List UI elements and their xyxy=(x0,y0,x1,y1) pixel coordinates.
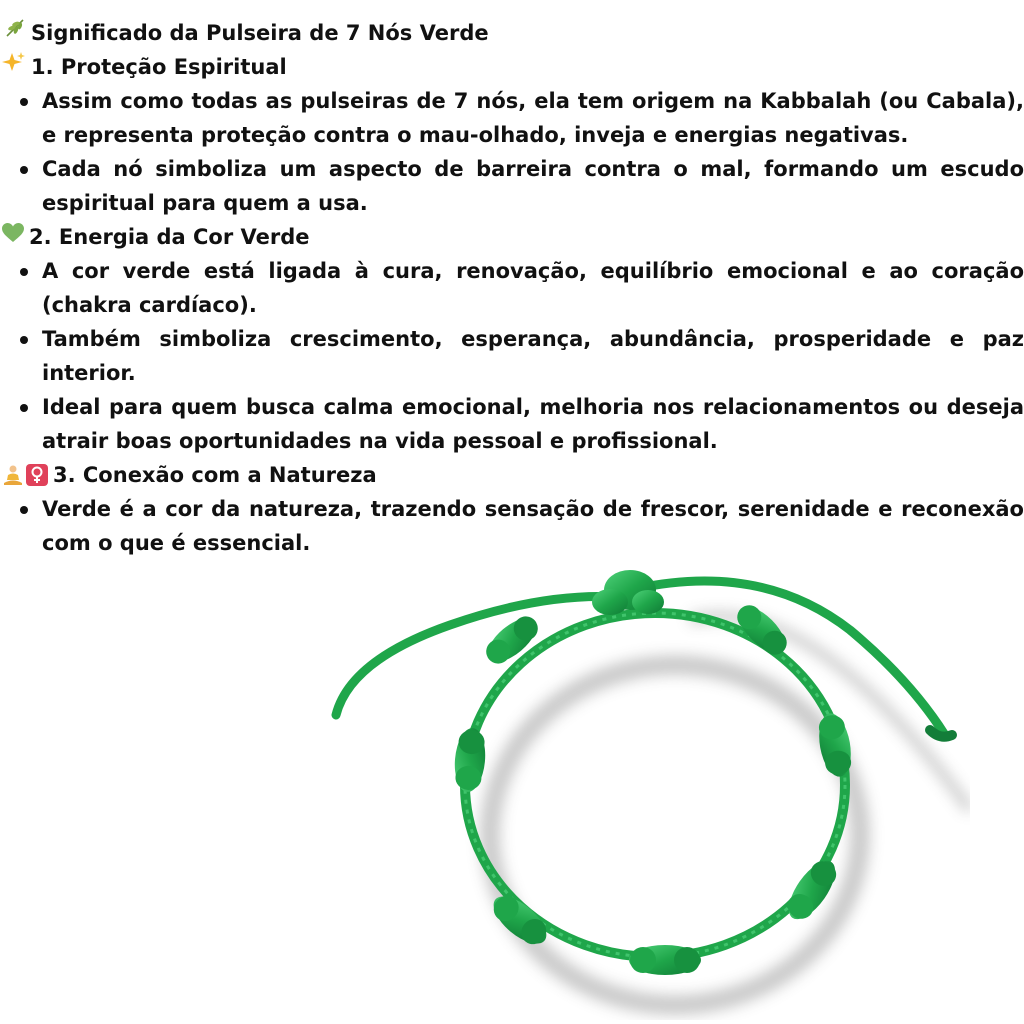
list-item: Cada nó simboliza um aspecto de barreira contra o mal, formando um escudo espiritual para quem a usa. xyxy=(0,152,1024,220)
list-item: Também simboliza crescimento, esperança, abundância, prosperidade e paz interior. xyxy=(0,322,1024,390)
section-heading-3 xyxy=(0,458,1024,492)
herb-icon xyxy=(4,16,26,50)
meditation-female-icon xyxy=(2,464,48,486)
list-item: A cor verde está ligada à cura, renovação, equilíbrio emocional e ao coração (chakra cardíaco). xyxy=(0,254,1024,322)
page-title xyxy=(0,16,1024,50)
bullet-list-3 xyxy=(0,492,1024,560)
sparkles-icon xyxy=(2,50,26,84)
knot xyxy=(480,610,544,670)
section-heading-text: 1. Proteção Espiritual xyxy=(31,55,287,79)
green-bracelet-image xyxy=(330,560,970,1020)
section-heading-2 xyxy=(0,220,1024,254)
bracelet-illustration xyxy=(330,560,970,1020)
page-title-text: Significado da Pulseira de 7 Nós Verde xyxy=(31,21,489,45)
bullet-list-1 xyxy=(0,84,1024,220)
knot xyxy=(452,727,487,793)
section-heading-text: 3. Conexão com a Natureza xyxy=(53,463,377,487)
list-item: Verde é a cor da natureza, trazendo sensação de frescor, serenidade e reconexão com o que é essencial. xyxy=(0,492,1024,560)
document-content xyxy=(0,16,1024,560)
list-item: Ideal para quem busca calma emocional, melhoria nos relacionamentos ou deseja atrair boas oportunidades na vida pessoal e profissional. xyxy=(0,390,1024,458)
knot xyxy=(629,945,701,975)
bullet-list-2 xyxy=(0,254,1024,458)
list-item: Assim como todas as pulseiras de 7 nós, ela tem origem na Kabbalah (ou Cabala), e representa proteção contra o mau-olhado, inveja e energias negativas. xyxy=(0,84,1024,152)
section-heading-1 xyxy=(0,50,1024,84)
slide-knot xyxy=(592,570,664,615)
section-heading-text: 2. Energia da Cor Verde xyxy=(29,225,310,249)
green-heart-icon xyxy=(2,220,24,254)
